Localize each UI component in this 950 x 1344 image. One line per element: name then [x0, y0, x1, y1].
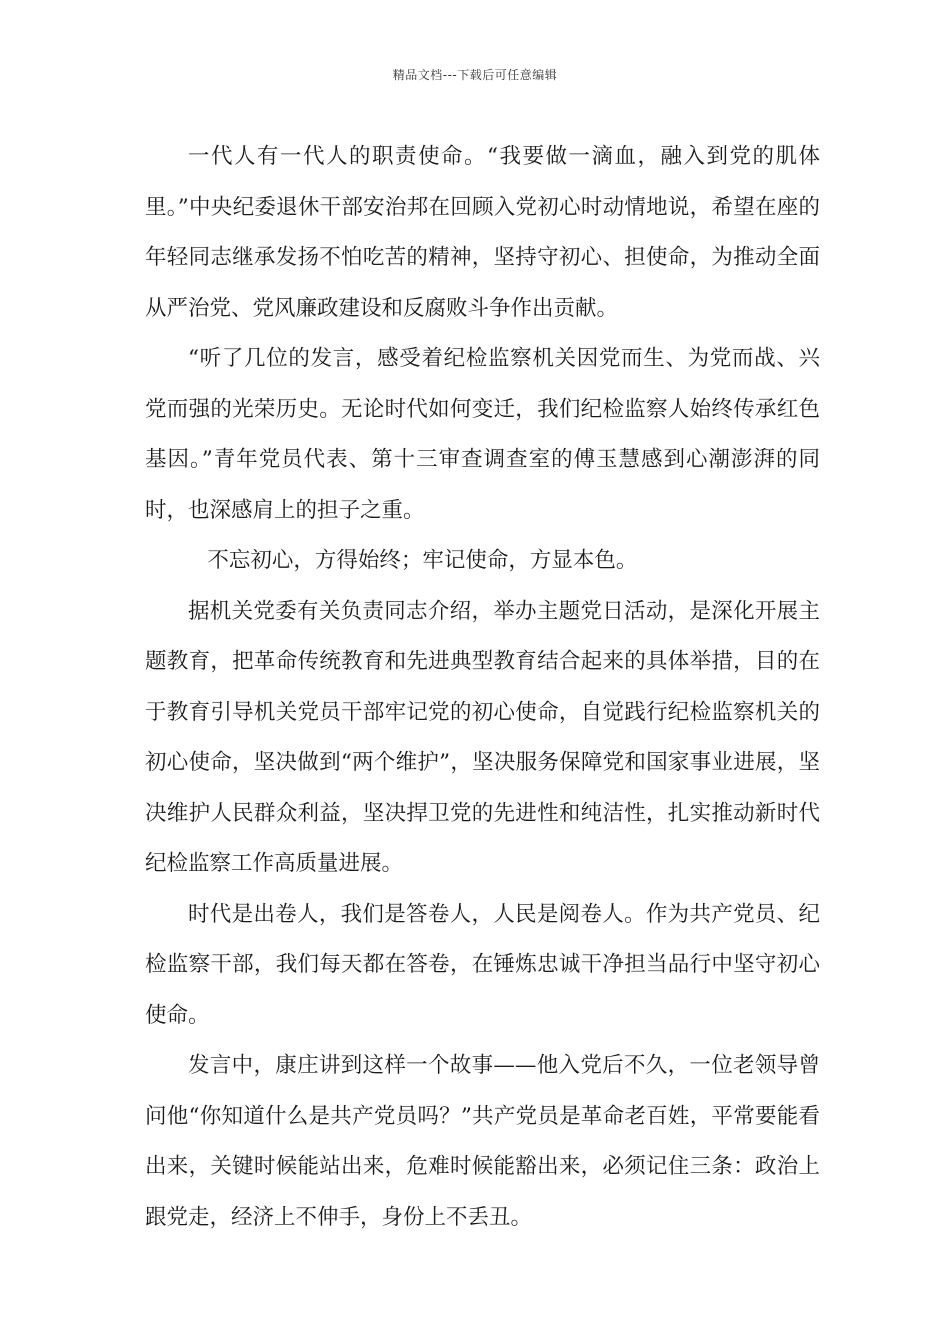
document-body — [145, 132, 820, 1243]
paragraph: 不忘初心，方得始终；牢记使命，方显本色。 — [207, 548, 638, 573]
paragraph: 时代是出卷人，我们是答卷人，人民是阅卷人。作为共产党员、纪检监察干部，我们每天都在答卷，在锤炼忠诚干净担当品行中坚守初心使命。 — [145, 901, 820, 1028]
paragraph: 据机关党委有关负责同志介绍，举办主题党日活动，是深化开展主题教育，把革命传统教育和先进典型教育结合起来的具体举措，目的在于教育引导机关党员干部牢记党的初心使命，自觉践行纪检监察机关的初心使命，坚决做到“两个维护”，坚决服务保障党和国家事业进展，坚决维护人民群众利益，坚决捍卫党的先进性和纯洁性，扎实推动新时代纪检监察工作高质量进展。 — [145, 598, 820, 876]
paragraph: “听了几位的发言，感受着纪检监察机关因党而生、为党而战、兴党而强的光荣历史。无论时代如何变迁，我们纪检监察人始终传承红色基因。”青年党员代表、第十三审查调查室的傅玉慧感到心潮澎湃的同时，也深感肩上的担子之重。 — [145, 346, 820, 523]
paragraph: 一代人有一代人的职责使命。“我要做一滴血，融入到党的肌体里。”中央纪委退休干部安治邦在回顾入党初心时动情地说，希望在座的年轻同志继承发扬不怕吃苦的精神，坚持守初心、担使命，为推动全面从严治党、党风廉政建设和反腐败斗争作出贡献。 — [145, 144, 820, 321]
paragraph: 发言中，康庄讲到这样一个故事——他入党后不久，一位老领导曾问他“你知道什么是共产党员吗？”共产党员是革命老百姓，平常要能看出来，关键时候能站出来，危难时候能豁出来，必须记住三条：政治上跟党走，经济上不伸手，身份上不丢丑。 — [145, 1053, 820, 1230]
page-header: 精品文档---下载后可任意编辑 — [392, 68, 558, 82]
